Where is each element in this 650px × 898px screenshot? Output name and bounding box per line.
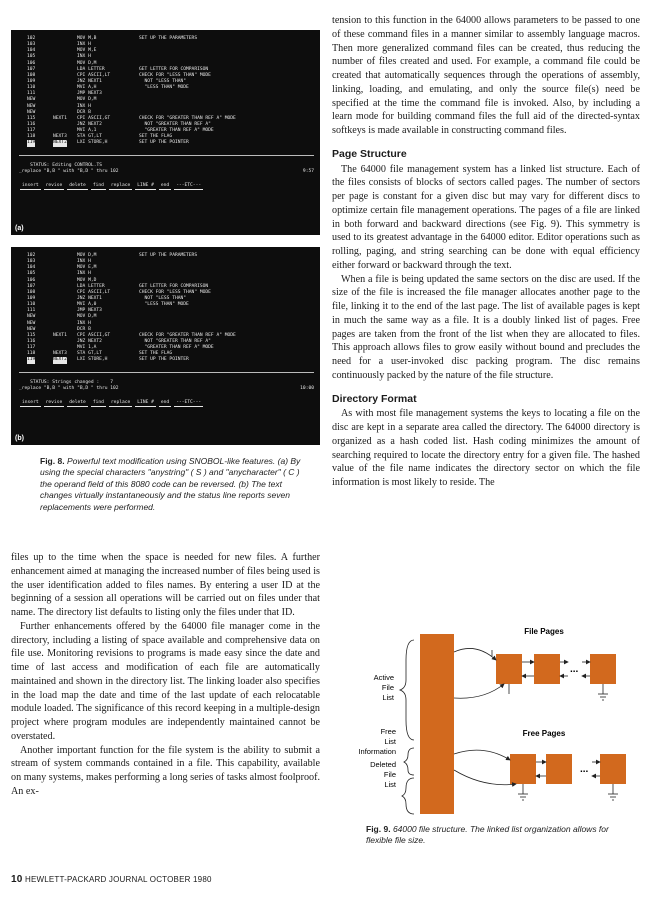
fig8-caption: [40, 456, 310, 513]
line-number: 106: [27, 277, 36, 283]
active-list-brace: [400, 640, 414, 740]
instruction: MOV M,E: [77, 48, 97, 54]
free-pages-row: [454, 750, 626, 800]
line-number: 119: [27, 140, 36, 146]
softkey-find[interactable]: find: [91, 400, 106, 407]
instruction: DCR B: [77, 326, 91, 332]
status-text: STATUS: Strings changed : 7: [30, 379, 114, 385]
line-number: 111: [27, 91, 36, 97]
code-label: NEXT2: [53, 140, 67, 146]
line-number: 102: [27, 36, 36, 41]
fig9-caption-text: 64000 file structure. The linked list organization allows for flexible file size.: [366, 824, 609, 846]
line-number: 108: [27, 289, 36, 295]
instruction: JNZ NEXT1: [77, 78, 102, 84]
code-line: [19, 140, 314, 146]
line-number: 117: [27, 345, 36, 351]
instruction: DCR B: [77, 109, 91, 115]
comment: CHECK FOR "LESS THAN" MODE: [139, 289, 211, 295]
paragraph: As with most file management systems the keys to locating a file on the disc are kept in a separate area called the directory. The 64000 directory is organized as a hash coded list. Hash coding minimizes the amount of searching required to locate the directory entry for a given file. The hashed value of the file name indicates the directory sector on which the file information is most likely to reside. The: [332, 408, 640, 488]
label-deleted-list: List: [384, 780, 396, 789]
comment: NOT "LESS THAN": [139, 78, 187, 84]
fig8-caption-text: Powerful text modification using SNOBOL-like features. (a) By using the special characters "anystring" ( S ) and "anycharacter" ( C ) the operand field of this 8080 code can be reversed. (b) The text changes virtually instantaneously and the status line reports seven replacements were performed.: [40, 456, 301, 512]
comment: NOT "LESS THAN": [139, 295, 187, 301]
softkey-delete[interactable]: delete: [67, 400, 88, 407]
comment: GET LETTER FOR COMPARISON: [139, 66, 209, 72]
line-number: 105: [27, 54, 36, 60]
right-column-text: [332, 14, 640, 490]
ground-icon: [518, 794, 528, 800]
softkey-line[interactable]: LINE #: [135, 183, 156, 190]
line-number: 107: [27, 66, 36, 72]
ellipsis-icon: ...: [570, 664, 579, 675]
ground-icon: [608, 794, 618, 800]
code-label: NEXT1: [53, 115, 67, 121]
comment: "GREATER THAN REF A" MODE: [139, 128, 214, 134]
label-file-pages: File Pages: [524, 627, 564, 636]
line-number: 111: [27, 308, 36, 314]
softkey-revise[interactable]: revise: [44, 400, 65, 407]
instruction: MOV D,M: [77, 314, 97, 320]
instruction: MOV E,M: [77, 265, 97, 271]
instruction: MOV D,M: [77, 60, 97, 66]
line-number: 103: [27, 259, 36, 265]
line-number: NEW: [27, 326, 36, 332]
command-line-b: _replace "B,B " with "B,D " thru 102: [19, 385, 119, 391]
instruction: LXI STORE,H: [77, 140, 108, 146]
line-number: 107: [27, 283, 36, 289]
page-number: 10: [11, 874, 23, 885]
comment: SET UP THE POINTER: [139, 357, 189, 363]
instruction: MOV M,D: [77, 277, 97, 283]
label-active: Active: [373, 673, 394, 682]
softkey-revise[interactable]: revise: [44, 183, 65, 190]
fig8-screen-a: [11, 30, 320, 235]
instruction: STA GT,LT: [77, 134, 102, 140]
line-number: 119: [27, 357, 36, 363]
fig9-caption: [366, 824, 636, 847]
fig8-screen-b: [11, 247, 320, 445]
page-footer: [11, 874, 212, 885]
comment: CHECK FOR "GREATER THAN REF A" MODE: [139, 115, 236, 121]
instruction: MOV M,B: [77, 36, 97, 41]
instruction: CPI ASCII,GT: [77, 115, 111, 121]
ellipsis-icon: ...: [580, 764, 589, 775]
file-structure-diagram: [334, 620, 634, 830]
line-number: 104: [27, 48, 36, 54]
instruction: MVI A,0: [77, 302, 97, 308]
label-deleted: Deleted: [370, 760, 396, 769]
instruction: MVI A,H: [77, 85, 97, 91]
instruction: MVI 1,A: [77, 345, 97, 351]
instruction: MOV D,M: [77, 97, 97, 103]
label-information: Information: [358, 747, 396, 756]
instruction: LDA LETTER: [77, 66, 105, 72]
softkey-line[interactable]: LINE #: [135, 400, 156, 407]
page-block: [590, 654, 616, 684]
instruction: CPI ASCII,LT: [77, 72, 111, 78]
instruction: INX H: [77, 259, 91, 265]
instruction: JMP NEXT3: [77, 91, 102, 97]
instruction: JMP NEXT3: [77, 308, 102, 314]
line-number: 116: [27, 121, 36, 127]
comment: SET THE FLAG: [139, 351, 173, 357]
line-number: NEW: [27, 109, 36, 115]
free-list-brace: [404, 748, 414, 775]
left-column-text: [11, 551, 320, 799]
softkey-insert[interactable]: insert: [20, 183, 41, 190]
line-number: 109: [27, 295, 36, 301]
paragraph: When a file is being updated the same sectors on the disc are used. If the size of the file is increased the file manager allocates another page to the file, linking it to the end of the last page. The list of available pages is kept in much the same way as a file. It is a doubly linked list of pages. Free pages are taken from the front of the list when they are allocated to files. This approach allows files to grow easily without bound and precludes the need for a user-invoked disc packing program. The disc remains continuously packed by the nature of the file structure.: [332, 273, 640, 381]
softkey-end[interactable]: end: [159, 183, 171, 190]
line-number: 110: [27, 85, 36, 91]
label-free-list: List: [384, 737, 396, 746]
paragraph: Another important function for the file system is the ability to submit a stream of system commands contained in a file. This capability, available on many systems, makes performing a long series of tasks almost foolproof. An ex-: [11, 744, 320, 797]
instruction: INX H: [77, 271, 91, 277]
comment: NOT "GREATER THAN REF A": [139, 338, 211, 344]
panel-label-b: (b): [15, 434, 24, 442]
journal-name: HEWLETT-PACKARD JOURNAL OCTOBER 1980: [24, 875, 212, 884]
comment: "LESS THAN" MODE: [139, 302, 189, 308]
paragraph: The 64000 file management system has a linked list structure. Each of the files consists of blocks of sectors called pages. The number of sectors per page is constant for a given disc but may vary for different discs to optimize certain file management operations. The pages of a file are linked in both forward and backward directions (see Fig. 9). This symmetry is used to its greatest advantage in the 64000 editor. Editor operations such as rolling, paging, and string searching can be done with equal efficiency either forward or backward through the text.: [332, 163, 640, 271]
line-number: NEW: [27, 314, 36, 320]
file-pages-row: [454, 648, 616, 700]
instruction: LXI STORE,H: [77, 357, 108, 363]
comment: "GREATER THAN REF A" MODE: [139, 345, 214, 351]
comment: SET UP THE PARAMETERS: [139, 253, 198, 258]
instruction: JNZ NEXT1: [77, 295, 102, 301]
comment: CHECK FOR "LESS THAN" MODE: [139, 72, 211, 78]
line-number: 118: [27, 351, 36, 357]
page-block: [534, 654, 560, 684]
instruction: CPI ASCII,GT: [77, 332, 111, 338]
code-label: NEXT2: [53, 357, 67, 363]
page-block: [510, 754, 536, 784]
line-number: 102: [27, 253, 36, 258]
code-listing-b: [19, 253, 314, 364]
directory-block: [420, 634, 454, 814]
comment: GET LETTER FOR COMPARISON: [139, 283, 209, 289]
line-number: NEW: [27, 97, 36, 103]
section-heading-directory-format: Directory Format: [332, 392, 417, 405]
instruction: JNZ NEXT2: [77, 338, 102, 344]
code-line: [19, 357, 314, 363]
page-block: [600, 754, 626, 784]
comment: SET THE FLAG: [139, 134, 173, 140]
comment: SET UP THE POINTER: [139, 140, 189, 146]
deleted-list-brace: [402, 778, 414, 814]
line-number: 103: [27, 42, 36, 48]
section-heading-page-structure: Page Structure: [332, 147, 407, 160]
line-number: 118: [27, 134, 36, 140]
code-label: NEXT1: [53, 332, 67, 338]
paragraph: tension to this function in the 64000 allows parameters to be passed to one of these command files in a manner similar to assembly language macros. Then more generalized command files can be created, thus reducing the number of files created and used. For example, a command file could be created that automatically sequences through the operations of assembly, linking, loading, and emulating, and only the source file(s) need be specified at the time the command file is invoked. Also, by including a learn mode for building command files the full aid of the directed-syntax softkeys is made available in constructing command files.: [332, 15, 640, 136]
code-label: NEXT3: [53, 134, 67, 140]
line-number: 108: [27, 72, 36, 78]
instruction: MVI A,1: [77, 128, 97, 134]
instruction: LDA LETTER: [77, 283, 105, 289]
line-number: 106: [27, 60, 36, 66]
code-label: NEXT3: [53, 351, 67, 357]
softkeys-a: [19, 183, 314, 190]
paragraph: Further enhancements offered by the 64000 file manager come in the directory, including a listing of space available and comprehensive data on file use. Monitoring revisions to programs is made easy since the date and time of last access and modification of each file are automatically maintained and shown in the directory list. The linking loader also specifies in the load map the date and time of the last update of each relocatable module loaded. The significance of this record keeping in a multiple-design project where program modules are independently maintained cannot be overstated.: [11, 620, 320, 742]
comment: CHECK FOR "GREATER THAN REF A" MODE: [139, 332, 236, 338]
softkey-etc[interactable]: ---ETC---: [174, 400, 203, 407]
status-time: 9:57: [302, 168, 314, 174]
page-block: [546, 754, 572, 784]
label-free-pages: Free Pages: [522, 729, 566, 738]
instruction: INX H: [77, 320, 91, 326]
softkey-etc[interactable]: ---ETC---: [174, 183, 203, 190]
code-listing-a: [19, 36, 314, 147]
softkey-replace[interactable]: replace: [109, 183, 132, 190]
label-active-file: File: [381, 683, 394, 692]
instruction: MOV D,M: [77, 253, 97, 258]
status-time: 10:00: [300, 385, 314, 391]
instruction: STA GT,LT: [77, 351, 102, 357]
fig9-diagram: [334, 620, 634, 830]
line-number: 110: [27, 302, 36, 308]
instruction: INX H: [77, 103, 91, 109]
softkeys-b: [19, 400, 314, 407]
line-number: 117: [27, 128, 36, 134]
line-number: 115: [27, 115, 36, 121]
instruction: INX H: [77, 42, 91, 48]
line-number: 116: [27, 338, 36, 344]
label-active-list: List: [382, 693, 394, 702]
paragraph: files up to the time when the space is needed for new files. A further enhancement aimed at managing the increased number of files being used is the user identification added to files names. By entering a user ID at the beginning of a session all operations will be carried out on files under that name. The directory list defaults to listing only the files under that ID.: [11, 552, 320, 618]
label-free: Free: [380, 727, 396, 736]
panel-label-a: (a): [15, 224, 24, 232]
line-number: 104: [27, 265, 36, 271]
comment: NOT "GREATER THAN REF A": [139, 121, 211, 127]
line-number: 109: [27, 78, 36, 84]
instruction: JNZ NEXT2: [77, 121, 102, 127]
softkey-replace[interactable]: replace: [109, 400, 132, 407]
softkey-insert[interactable]: insert: [20, 400, 41, 407]
instruction: INX H: [77, 54, 91, 60]
line-number: NEW: [27, 320, 36, 326]
ground-icon: [598, 694, 608, 700]
softkey-end[interactable]: end: [159, 400, 171, 407]
fig8-caption-label: Fig. 8.: [40, 456, 65, 466]
softkey-delete[interactable]: delete: [67, 183, 88, 190]
instruction: CPI ASCII,LT: [77, 289, 111, 295]
label-deleted-file: File: [383, 770, 396, 779]
line-number: 115: [27, 332, 36, 338]
line-number: NEW: [27, 103, 36, 109]
comment: "LESS THAN" MODE: [139, 85, 189, 91]
command-line-a: _replace "B,B " with "B,D " thru 102: [19, 168, 119, 174]
line-number: 105: [27, 271, 36, 277]
softkey-find[interactable]: find: [91, 183, 106, 190]
status-text: STATUS: Editing CONTROL.TS: [30, 162, 102, 168]
comment: SET UP THE PARAMETERS: [139, 36, 198, 41]
fig9-caption-label: Fig. 9.: [366, 824, 391, 834]
page-block: [496, 654, 522, 684]
